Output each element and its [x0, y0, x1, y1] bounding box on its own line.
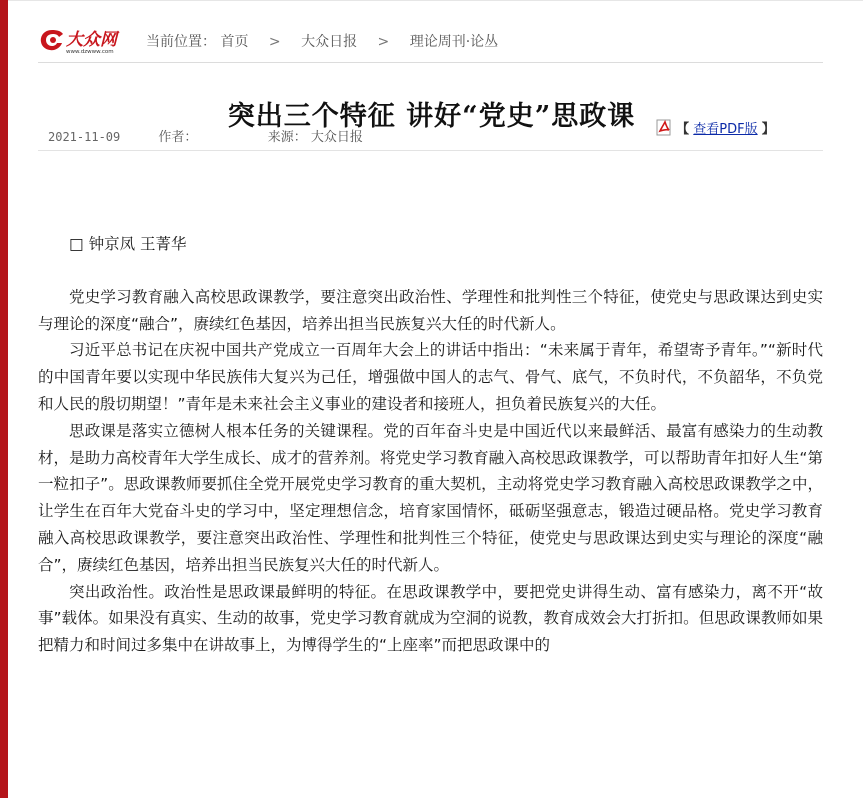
breadcrumb-label: 当前位置： [146, 34, 216, 50]
svg-text:大众网: 大众网 [66, 30, 117, 50]
source-label: 来源： [267, 130, 307, 145]
breadcrumb-home[interactable]: 首页 [220, 34, 249, 50]
article-paragraph: 党史学习教育融入高校思政课教学，要注意突出政治性、学理性和批判性三个特征，使党史与思政课达到史实与理论的深度“融合”，赓续红色基因，培养出担当民族复兴大任的时代新人。 [38, 287, 823, 333]
pdf-link-group [656, 118, 775, 140]
pdf-icon[interactable] [656, 119, 672, 140]
view-pdf-link[interactable]: 查看PDF版 [693, 122, 758, 137]
article-body [38, 231, 823, 659]
top-divider [8, 0, 863, 1]
meta-divider [38, 150, 823, 151]
pdf-bracket-close: 】 [761, 122, 775, 137]
header-divider [38, 62, 823, 63]
breadcrumb [146, 31, 498, 51]
breadcrumb-theory-weekly[interactable]: 理论周刊·论丛 [409, 34, 499, 50]
article-meta [48, 126, 363, 145]
pdf-bracket-open: 【 [676, 122, 690, 137]
svg-text:www.dzwww.com: www.dzwww.com [66, 49, 114, 54]
article-authors: □ 钟京凤 王菁华 [69, 235, 187, 253]
article-paragraph: 思政课是落实立德树人根本任务的关键课程。党的百年奋斗史是中国近代以来最鲜活、最富有感染力的生动教材，是助力高校青年大学生成长、成才的营养剂。将党史学习教育融入高校思政课教学，可以帮助青年扣好人生“第一粒扣子”。思政课教师要抓住全党开展党史学习教育的重大契机，主动将党史学习教育融入高校思政课教学之中，让学生在百年大党奋斗史的学习中，坚定理想信念，培育家国情怀，砥砺坚强意志，锻造过硬品格。党史学习教育融入高校思政课教学，要注意突出政治性、学理性和批判性三个特征，使党史与思政课达到史实与理论的深度“融合”，赓续红色基因，培养出担当民族复兴大任的时代新人。 [38, 421, 823, 574]
article-paragraph: 突出政治性。政治性是思政课最鲜明的特征。在思政课教学中，要把党史讲得生动、富有感染力，离不开“故事”载体。如果没有真实、生动的故事，党史学习教育就成为空洞的说教，教育成效会大打折扣。但思政课教师如果把精力和时间过多集中在讲故事上，为博得学生的“上座率”而把思政课中的 [38, 582, 823, 655]
article-paragraph: 习近平总书记在庆祝中国共产党成立一百周年大会上的讲话中指出：“未来属于青年，希望寄予青年。”“新时代的中国青年要以实现中华民族伟大复兴为己任，增强做中国人的志气、骨气、底气，不负时代，不负韶华，不负党和人民的殷切期望！”青年是未来社会主义事业的建设者和接班人，担负着民族复兴的大任。 [38, 341, 823, 413]
breadcrumb-separator: > [268, 34, 281, 50]
site-header [38, 14, 828, 58]
article-title: 突出三个特征 讲好“党史”思政课 [227, 101, 636, 133]
author-label: 作者： [158, 130, 198, 145]
site-logo[interactable] [38, 26, 130, 54]
source-value: 大众日报 [310, 130, 363, 145]
publish-date: 2021-11-09 [48, 130, 121, 144]
logo-swirl-icon [38, 26, 130, 54]
breadcrumb-dazhong-daily[interactable]: 大众日报 [301, 34, 358, 50]
breadcrumb-separator: > [377, 34, 390, 50]
